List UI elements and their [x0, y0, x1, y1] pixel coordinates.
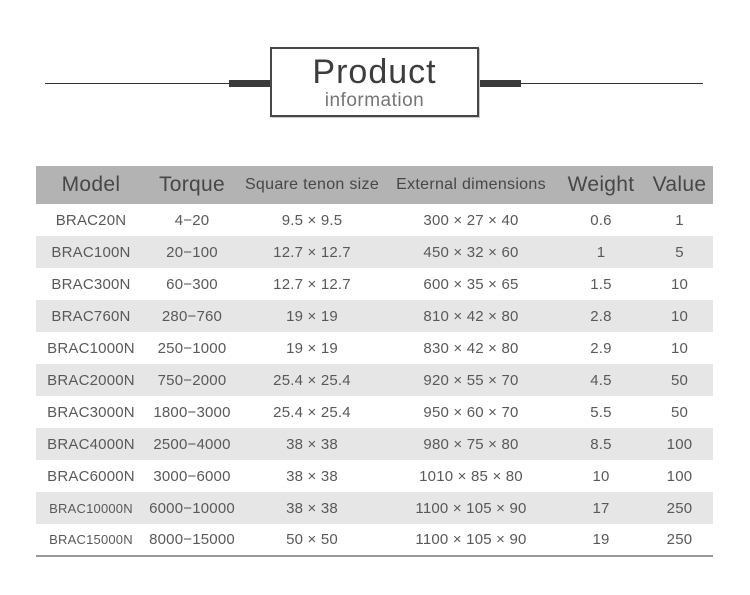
cell-model: BRAC760N: [36, 300, 146, 332]
cell-weight: 1.5: [556, 268, 646, 300]
cell-dimensions: 950 × 60 × 70: [386, 396, 556, 428]
cell-tenon-size: 38 × 38: [238, 492, 386, 524]
cell-tenon-size: 25.4 × 25.4: [238, 364, 386, 396]
cell-value: 10: [646, 268, 713, 300]
decoration-line-left: [45, 83, 230, 84]
cell-tenon-size: 25.4 × 25.4: [238, 396, 386, 428]
cell-value: 250: [646, 492, 713, 524]
cell-tenon-size: 12.7 × 12.7: [238, 268, 386, 300]
cell-tenon-size: 12.7 × 12.7: [238, 236, 386, 268]
table-row: [36, 492, 713, 524]
cell-torque: 20−100: [146, 236, 238, 268]
column-header-weight: Weight: [556, 166, 646, 204]
cell-model: BRAC15000N: [36, 524, 146, 556]
cell-weight: 5.5: [556, 396, 646, 428]
table-row: [36, 300, 713, 332]
cell-torque: 4−20: [146, 204, 238, 236]
cell-weight: 2.8: [556, 300, 646, 332]
cell-weight: 2.9: [556, 332, 646, 364]
cell-model: BRAC20N: [36, 204, 146, 236]
page-title: Product: [312, 52, 437, 91]
cell-value: 100: [646, 460, 713, 492]
product-spec-table: [36, 166, 713, 557]
cell-model: BRAC6000N: [36, 460, 146, 492]
column-header-tenon-size: Square tenon size: [238, 166, 386, 204]
cell-torque: 6000−10000: [146, 492, 238, 524]
cell-torque: 3000−6000: [146, 460, 238, 492]
table-row: [36, 396, 713, 428]
page-subtitle: information: [324, 89, 425, 111]
column-header-model: Model: [36, 166, 146, 204]
cell-weight: 8.5: [556, 428, 646, 460]
cell-value: 1: [646, 204, 713, 236]
cell-dimensions: 980 × 75 × 80: [386, 428, 556, 460]
table-row: [36, 460, 713, 492]
cell-dimensions: 1100 × 105 × 90: [386, 492, 556, 524]
cell-tenon-size: 9.5 × 9.5: [238, 204, 386, 236]
cell-dimensions: 1100 × 105 × 90: [386, 524, 556, 556]
cell-tenon-size: 38 × 38: [238, 460, 386, 492]
table-row: [36, 204, 713, 236]
table-row: [36, 236, 713, 268]
table-row: [36, 428, 713, 460]
decoration-line-right: [519, 83, 703, 84]
cell-model: BRAC1000N: [36, 332, 146, 364]
cell-weight: 17: [556, 492, 646, 524]
cell-tenon-size: 50 × 50: [238, 524, 386, 556]
table-row: [36, 524, 713, 556]
table-row: [36, 332, 713, 364]
cell-torque: 1800−3000: [146, 396, 238, 428]
cell-model: BRAC10000N: [36, 492, 146, 524]
cell-tenon-size: 19 × 19: [238, 300, 386, 332]
cell-value: 50: [646, 396, 713, 428]
cell-value: 250: [646, 524, 713, 556]
cell-model: BRAC4000N: [36, 428, 146, 460]
cell-weight: 10: [556, 460, 646, 492]
cell-dimensions: 920 × 55 × 70: [386, 364, 556, 396]
cell-value: 10: [646, 300, 713, 332]
cell-dimensions: 300 × 27 × 40: [386, 204, 556, 236]
column-header-value: Value: [646, 166, 713, 204]
cell-dimensions: 450 × 32 × 60: [386, 236, 556, 268]
cell-model: BRAC300N: [36, 268, 146, 300]
cell-model: BRAC3000N: [36, 396, 146, 428]
cell-tenon-size: 38 × 38: [238, 428, 386, 460]
cell-dimensions: 830 × 42 × 80: [386, 332, 556, 364]
cell-weight: 19: [556, 524, 646, 556]
cell-weight: 1: [556, 236, 646, 268]
cell-torque: 250−1000: [146, 332, 238, 364]
decoration-bar-right: [477, 80, 521, 87]
decoration-bar-left: [229, 80, 274, 87]
cell-weight: 0.6: [556, 204, 646, 236]
cell-dimensions: 810 × 42 × 80: [386, 300, 556, 332]
cell-value: 50: [646, 364, 713, 396]
table-row: [36, 268, 713, 300]
cell-torque: 750−2000: [146, 364, 238, 396]
table-header-row: [36, 166, 713, 204]
cell-torque: 2500−4000: [146, 428, 238, 460]
cell-dimensions: 600 × 35 × 65: [386, 268, 556, 300]
cell-value: 100: [646, 428, 713, 460]
cell-weight: 4.5: [556, 364, 646, 396]
cell-torque: 280−760: [146, 300, 238, 332]
cell-model: BRAC2000N: [36, 364, 146, 396]
table-row: [36, 364, 713, 396]
cell-tenon-size: 19 × 19: [238, 332, 386, 364]
cell-dimensions: 1010 × 85 × 80: [386, 460, 556, 492]
column-header-dimensions: External dimensions: [386, 166, 556, 204]
cell-value: 10: [646, 332, 713, 364]
cell-value: 5: [646, 236, 713, 268]
section-title-box: [270, 47, 479, 117]
cell-torque: 60−300: [146, 268, 238, 300]
cell-torque: 8000−15000: [146, 524, 238, 556]
column-header-torque: Torque: [146, 166, 238, 204]
cell-model: BRAC100N: [36, 236, 146, 268]
